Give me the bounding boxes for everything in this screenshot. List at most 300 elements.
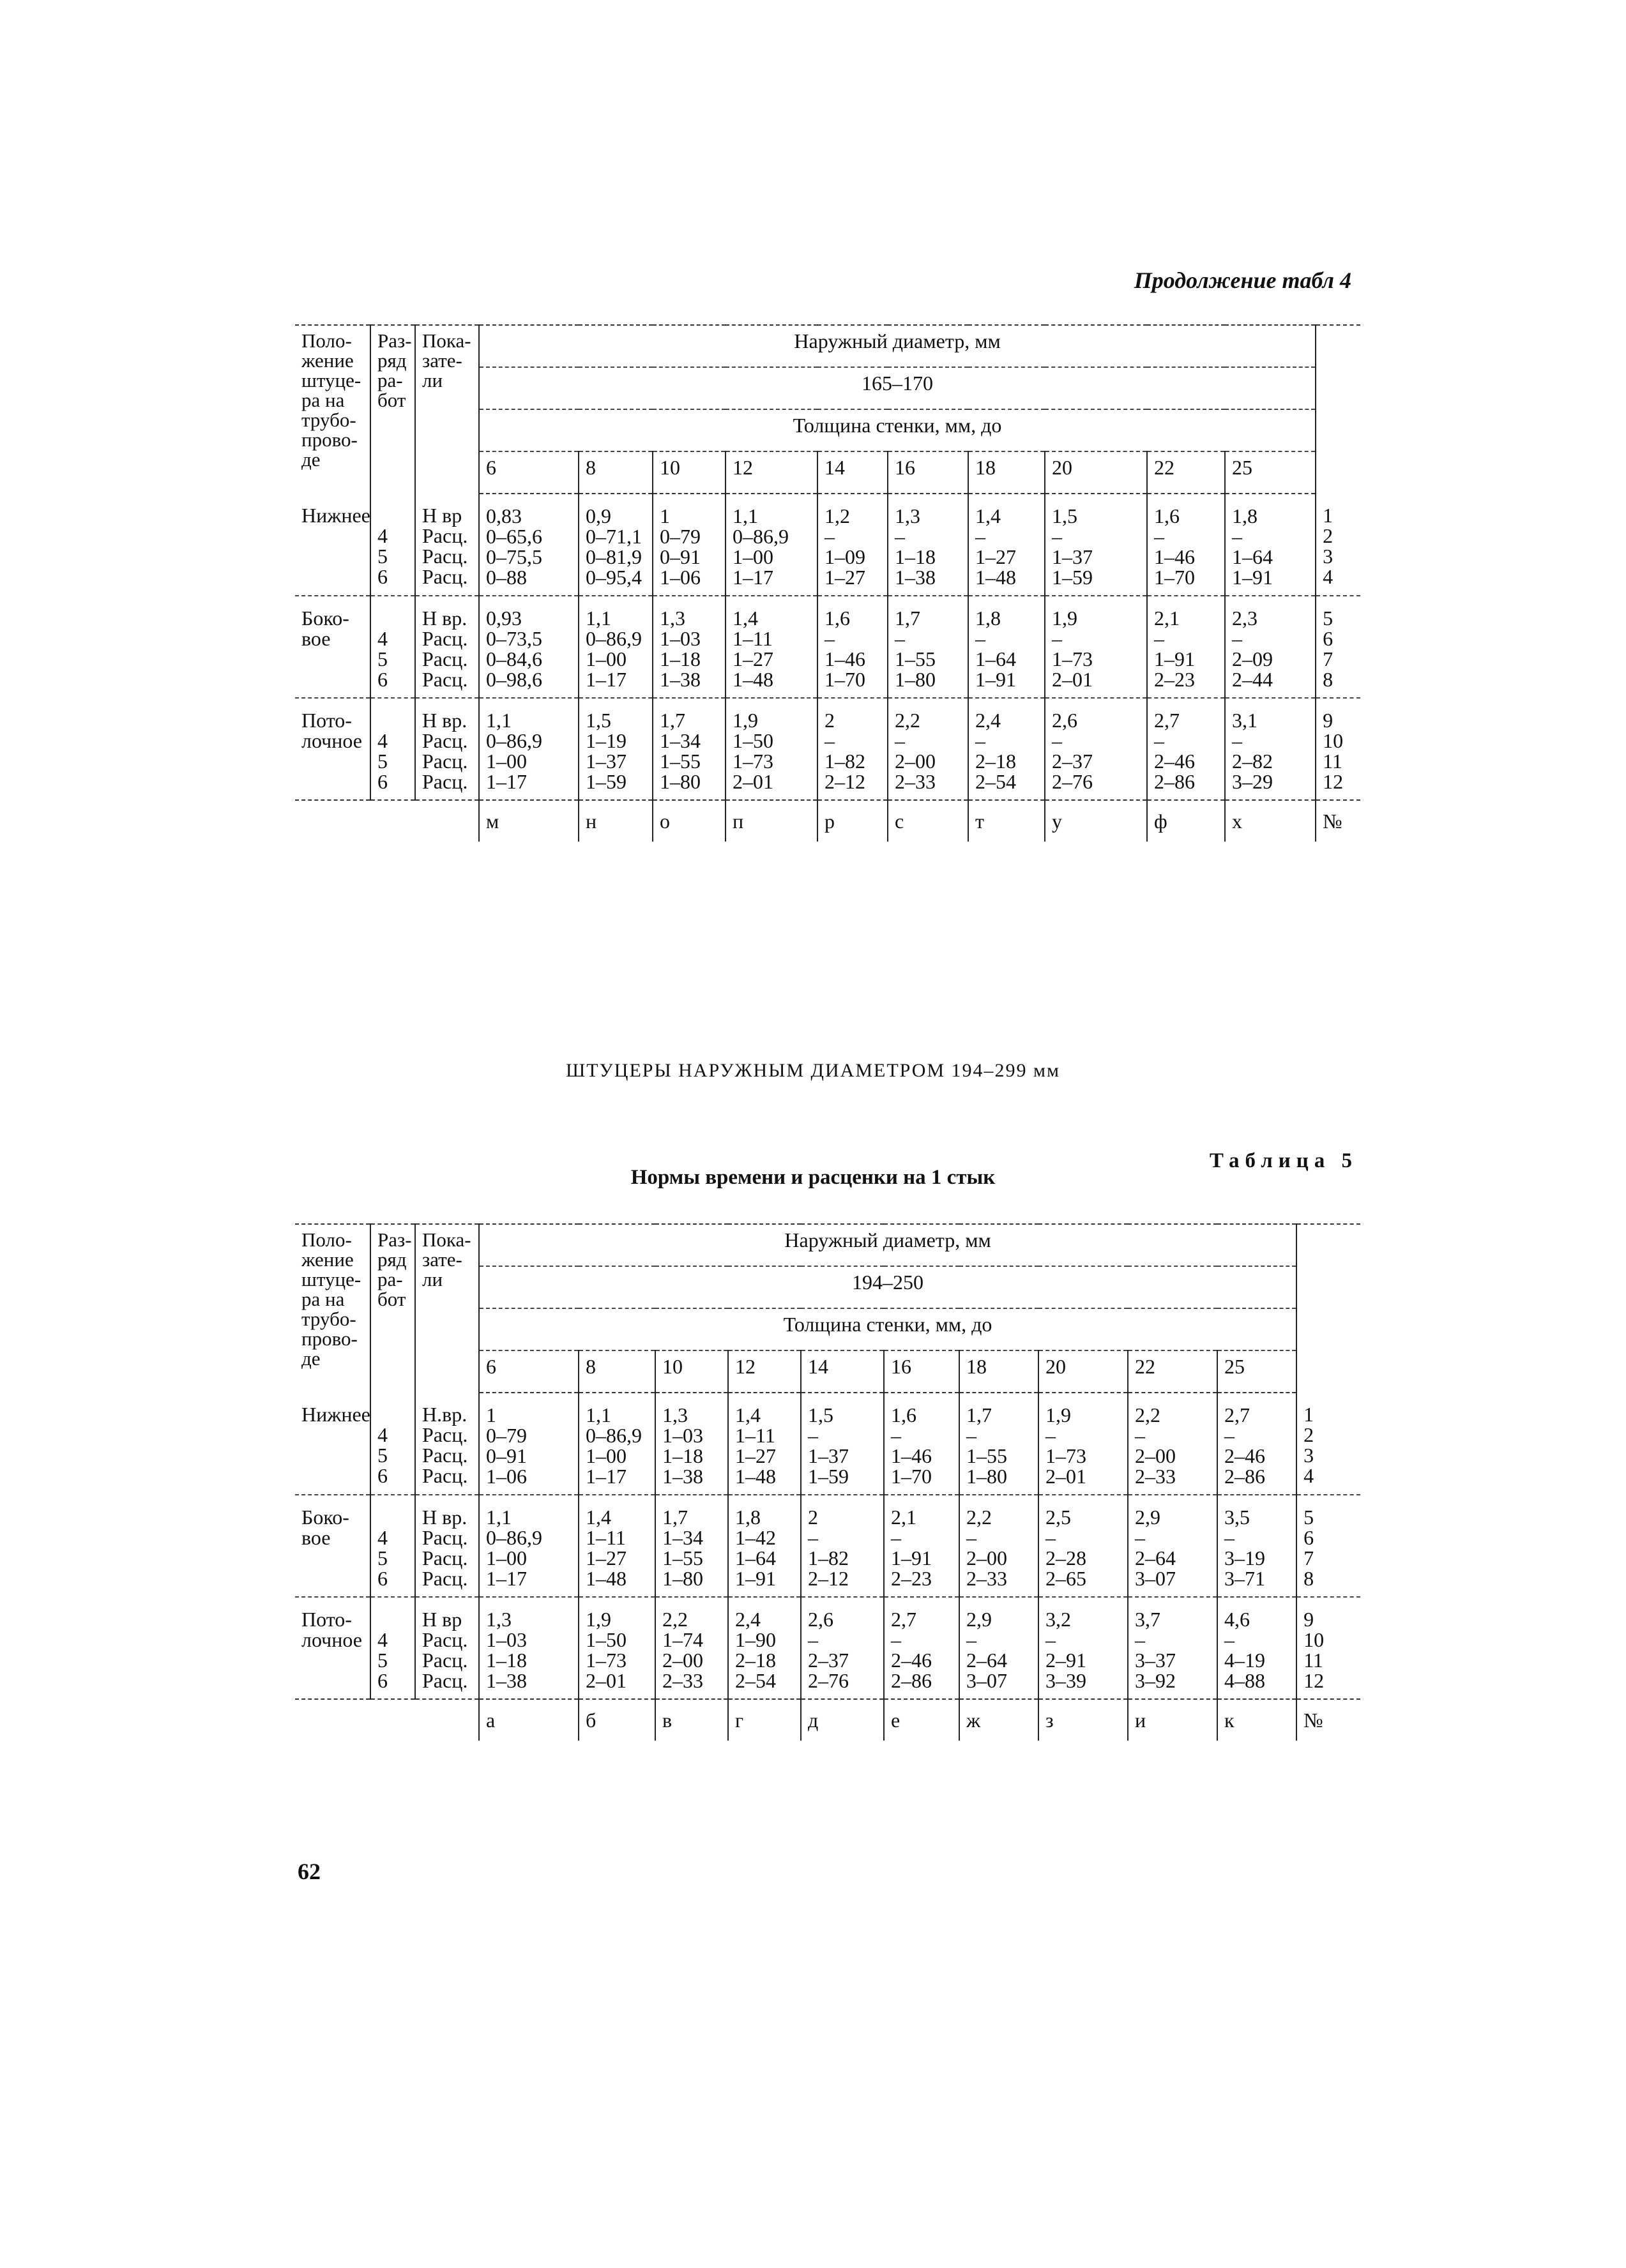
value-cell: [1217, 1393, 1296, 1495]
cell-value: 1–46: [1154, 545, 1195, 568]
cell-value: 1,3: [660, 607, 685, 630]
cell-value: 1,3: [895, 504, 920, 527]
table-row-group: [295, 1393, 1360, 1495]
cell-value: 1–55: [660, 750, 701, 773]
cell-value: 0–71,1: [586, 525, 642, 548]
cell-value: –: [1135, 1628, 1145, 1651]
cell-value: 1–09: [824, 545, 865, 568]
cell-value: 1–80: [895, 668, 936, 691]
cell-value: 0–86,9: [733, 525, 789, 548]
row-number: 8: [1323, 668, 1333, 691]
cell-value: 2–64: [966, 1649, 1007, 1672]
value-cell: [653, 494, 726, 596]
cell-value: 1,5: [586, 709, 611, 732]
cell-value: 0–73,5: [486, 627, 542, 650]
cell-value: 1–48: [586, 1567, 627, 1590]
cell-value: 0–86,9: [586, 1424, 642, 1447]
cell-value: 2–12: [808, 1567, 849, 1590]
cell-value: –: [1232, 525, 1242, 548]
row-number: 6: [1303, 1526, 1314, 1549]
row-number: 10: [1323, 729, 1344, 752]
cell-value: 3–07: [966, 1669, 1007, 1692]
rank-value: 5: [377, 1546, 388, 1569]
cell-value: 1–50: [733, 729, 773, 752]
column-letter: с: [888, 800, 968, 842]
cell-value: 2,6: [1052, 709, 1077, 732]
column-letter: п: [726, 800, 817, 842]
row-number: 9: [1303, 1608, 1314, 1631]
value-cell: [726, 698, 817, 800]
thickness-value: 10: [653, 451, 726, 494]
value-cell: [655, 1597, 728, 1699]
cell-value: 3,7: [1135, 1608, 1160, 1631]
row-number: 10: [1303, 1628, 1325, 1651]
norms-table-5: [295, 1223, 1360, 1741]
row-numbers: [1296, 1495, 1360, 1597]
cell-value: 1,4: [733, 607, 758, 630]
cell-value: 0,83: [486, 504, 522, 527]
cell-value: 2,1: [1154, 607, 1180, 630]
header-rank: Раз- ряд ра- бот: [370, 1224, 415, 1393]
cell-value: 1–18: [662, 1444, 703, 1467]
column-letter: б: [579, 1699, 655, 1741]
cell-value: 2,9: [966, 1608, 992, 1631]
cell-value: –: [1045, 1526, 1056, 1549]
cell-value: 1–80: [662, 1567, 703, 1590]
cell-value: 1,5: [1052, 504, 1077, 527]
cell-value: 1,1: [586, 607, 611, 630]
thickness-value: 8: [579, 1350, 655, 1393]
cell-value: 2: [808, 1506, 818, 1529]
cell-value: 1–46: [824, 647, 865, 670]
cell-value: 0–86,9: [486, 729, 542, 752]
column-letter: и: [1128, 1699, 1217, 1741]
cell-value: 1–82: [824, 750, 865, 773]
cell-value: 1,3: [486, 1608, 512, 1631]
row-number: 9: [1323, 709, 1333, 732]
cell-value: 2–00: [895, 750, 936, 773]
cell-value: 1–55: [895, 647, 936, 670]
table-5-label: Таблица 5: [1209, 1149, 1358, 1172]
header-range: 165–170: [479, 367, 1316, 409]
cell-value: 1–03: [662, 1424, 703, 1447]
table-row-group: [295, 1597, 1360, 1699]
cell-value: 1–37: [1052, 545, 1093, 568]
rank-value: 4: [377, 524, 388, 547]
number-label: №: [1316, 800, 1360, 842]
cell-value: 2–91: [1045, 1649, 1086, 1672]
cell-value: 1–59: [1052, 566, 1093, 589]
cell-value: 2,2: [895, 709, 920, 732]
rank-value: 6: [377, 770, 388, 793]
value-cell: [1217, 1495, 1296, 1597]
thickness-value: 18: [959, 1350, 1038, 1393]
value-cell: [579, 494, 653, 596]
cell-value: 0–98,6: [486, 668, 542, 691]
cell-value: 3–92: [1135, 1669, 1176, 1692]
cell-value: 0–95,4: [586, 566, 642, 589]
cell-value: 1–59: [586, 770, 627, 793]
cell-value: –: [975, 525, 985, 548]
row-number: 5: [1303, 1506, 1314, 1529]
row-ranks: [370, 494, 415, 596]
indicator-value: Н вр.: [422, 607, 467, 630]
cell-value: 2–09: [1232, 647, 1273, 670]
value-cell: [1147, 596, 1225, 698]
cell-value: –: [895, 627, 905, 650]
cell-value: 2–46: [1224, 1444, 1265, 1467]
rank-value: 4: [377, 1526, 388, 1549]
cell-value: –: [891, 1424, 901, 1447]
rank-value: 5: [377, 1649, 388, 1672]
indicator-value: Расц.: [422, 750, 468, 773]
cell-value: 1–91: [735, 1567, 776, 1590]
cell-value: 1–38: [660, 668, 701, 691]
cell-value: 1–06: [486, 1465, 527, 1488]
cell-value: 0,9: [586, 504, 611, 527]
letters-blank-position: [295, 800, 370, 842]
indicator-value: Расц.: [422, 1423, 468, 1446]
cell-value: –: [891, 1526, 901, 1549]
cell-value: 1–82: [808, 1546, 849, 1569]
cell-value: 2–23: [1154, 668, 1195, 691]
cell-value: 1–38: [486, 1669, 527, 1692]
cell-value: 2–01: [733, 770, 773, 793]
thickness-value: 22: [1128, 1350, 1217, 1393]
indicator-value: Н вр.: [422, 709, 467, 732]
value-cell: [479, 1597, 579, 1699]
cell-value: 2–44: [1232, 668, 1273, 691]
value-cell: [968, 596, 1045, 698]
cell-value: 2–23: [891, 1567, 932, 1590]
value-cell: [959, 1495, 1038, 1597]
value-cell: [959, 1597, 1038, 1699]
cell-value: 1–70: [891, 1465, 932, 1488]
cell-value: –: [808, 1526, 818, 1549]
row-indicators: [415, 596, 479, 698]
cell-value: 2–37: [1052, 750, 1093, 773]
cell-value: 2: [824, 709, 835, 732]
cell-value: 1–27: [975, 545, 1016, 568]
header-thickness: Толщина стенки, мм, до: [479, 409, 1316, 451]
column-letter: г: [728, 1699, 801, 1741]
row-number: 4: [1323, 565, 1333, 588]
header-indicator: Пока- зате- ли: [415, 1224, 479, 1393]
cell-value: 2,5: [1045, 1506, 1071, 1529]
row-indicators: [415, 1597, 479, 1699]
row-number: 8: [1303, 1567, 1314, 1590]
value-cell: [1038, 1393, 1128, 1495]
cell-value: 1–11: [586, 1526, 626, 1549]
cell-value: –: [1052, 729, 1062, 752]
row-number: 7: [1303, 1546, 1314, 1569]
indicator-value: Н вр.: [422, 1506, 467, 1529]
cell-value: 1–27: [824, 566, 865, 589]
indicator-value: Расц.: [422, 1628, 468, 1651]
cell-value: 1–03: [486, 1628, 527, 1651]
row-number: 6: [1323, 627, 1333, 650]
column-letter: х: [1225, 800, 1316, 842]
value-cell: [726, 596, 817, 698]
cell-value: 1,8: [735, 1506, 761, 1529]
table-row-letters: [295, 800, 1360, 842]
header-diameter: Наружный диаметр, мм: [479, 1224, 1296, 1266]
column-letter: к: [1217, 1699, 1296, 1741]
row-ranks: [370, 596, 415, 698]
cell-value: 1–00: [586, 1444, 627, 1467]
cell-value: 1–00: [733, 545, 773, 568]
cell-value: 1–73: [733, 750, 773, 773]
header-thickness: Толщина стенки, мм, до: [479, 1308, 1296, 1350]
cell-value: 1,4: [735, 1403, 761, 1426]
value-cell: [968, 494, 1045, 596]
cell-value: 1–55: [662, 1546, 703, 1569]
cell-value: –: [1232, 627, 1242, 650]
value-cell: [479, 596, 579, 698]
cell-value: 1–11: [733, 627, 773, 650]
value-cell: [728, 1393, 801, 1495]
value-cell: [579, 596, 653, 698]
table-row-group: [295, 596, 1360, 698]
column-letter: р: [817, 800, 888, 842]
row-numbers: [1296, 1393, 1360, 1495]
value-cell: [884, 1597, 959, 1699]
indicator-value: Расц.: [422, 1649, 468, 1672]
cell-value: 1–19: [586, 729, 627, 752]
cell-value: –: [966, 1628, 976, 1651]
cell-value: 0–79: [486, 1424, 527, 1447]
value-cell: [801, 1597, 884, 1699]
cell-value: 1–73: [1052, 647, 1093, 670]
indicator-value: Расц.: [422, 1526, 468, 1549]
row-position: Боко- вое: [295, 596, 370, 698]
value-cell: [728, 1597, 801, 1699]
table-5-caption: Нормы времени и расценки на 1 стык: [630, 1166, 996, 1189]
cell-value: 1,4: [586, 1506, 611, 1529]
cell-value: 4–19: [1224, 1649, 1265, 1672]
cell-value: 4,6: [1224, 1608, 1250, 1631]
cell-value: 2,9: [1135, 1506, 1160, 1529]
row-indicators: [415, 494, 479, 596]
cell-value: –: [966, 1526, 976, 1549]
value-cell: [1128, 1393, 1217, 1495]
cell-value: 2–86: [1224, 1465, 1265, 1488]
cell-value: 3–19: [1224, 1546, 1265, 1569]
cell-value: 2–01: [1045, 1465, 1086, 1488]
rank-value: 4: [377, 627, 388, 650]
rank-value: 6: [377, 668, 388, 691]
cell-value: –: [1154, 729, 1164, 752]
row-position: Нижнее: [301, 1403, 370, 1426]
row-numbers: [1316, 494, 1360, 596]
rank-value: 6: [377, 565, 388, 588]
cell-value: 1,9: [586, 1608, 611, 1631]
thickness-value: 22: [1147, 451, 1225, 494]
cell-value: 1–48: [733, 668, 773, 691]
cell-value: 1–17: [486, 1567, 527, 1590]
header-indicator: Пока- зате- ли: [415, 325, 479, 494]
cell-value: 0–81,9: [586, 545, 642, 568]
cell-value: 2–54: [975, 770, 1016, 793]
section-heading: ШТУЦЕРЫ НАРУЖНЫМ ДИАМЕТРОМ 194–299 мм: [565, 1060, 1061, 1081]
cell-value: 1–18: [895, 545, 936, 568]
cell-value: 3,2: [1045, 1608, 1071, 1631]
cell-value: 2,2: [966, 1506, 992, 1529]
header-rank: Раз- ряд ра- бот: [370, 325, 415, 494]
value-cell: [888, 596, 968, 698]
value-cell: [1038, 1597, 1128, 1699]
cell-value: 2–64: [1135, 1546, 1176, 1569]
cell-value: 2–01: [586, 1669, 627, 1692]
cell-value: 1,7: [660, 709, 685, 732]
rank-value: 4: [377, 1423, 388, 1446]
cell-value: 1,8: [975, 607, 1001, 630]
cell-value: 1–18: [486, 1649, 527, 1672]
column-letter: в: [655, 1699, 728, 1741]
column-letter: м: [479, 800, 579, 842]
cell-value: 2–76: [808, 1669, 849, 1692]
cell-value: 1–70: [1154, 566, 1195, 589]
row-numbers: [1316, 698, 1360, 800]
cell-value: 1–91: [975, 668, 1016, 691]
value-cell: [579, 1393, 655, 1495]
cell-value: 1–42: [735, 1526, 776, 1549]
cell-value: 1–37: [808, 1444, 849, 1467]
row-position: Пото- лочное: [295, 1597, 370, 1699]
thickness-value: 12: [728, 1350, 801, 1393]
rank-value: [377, 710, 414, 730]
cell-value: 2–46: [891, 1649, 932, 1672]
cell-value: –: [1154, 525, 1164, 548]
cell-value: 2–33: [662, 1669, 703, 1692]
cell-value: 1,3: [662, 1403, 688, 1426]
cell-value: 1–48: [975, 566, 1016, 589]
thickness-value: 20: [1038, 1350, 1128, 1393]
value-cell: [1128, 1597, 1217, 1699]
thickness-value: 6: [479, 1350, 579, 1393]
cell-value: 2,1: [891, 1506, 916, 1529]
rank-value: 6: [377, 1464, 388, 1487]
cell-value: 2–28: [1045, 1546, 1086, 1569]
cell-value: –: [895, 525, 905, 548]
column-letter: а: [479, 1699, 579, 1741]
indicator-value: Расц.: [422, 668, 468, 691]
value-cell: [884, 1393, 959, 1495]
cell-value: 2,4: [975, 709, 1001, 732]
thickness-value: 18: [968, 451, 1045, 494]
row-number: 5: [1323, 607, 1333, 630]
letters-blank-rank: [370, 1699, 415, 1741]
cell-value: 1–06: [660, 566, 701, 589]
letters-blank-indicator: [415, 1699, 479, 1741]
cell-value: 1–50: [586, 1628, 627, 1651]
thickness-value: 14: [801, 1350, 884, 1393]
cell-value: 1–00: [486, 1546, 527, 1569]
cell-value: 1,8: [1232, 504, 1257, 527]
cell-value: –: [1135, 1424, 1145, 1447]
letters-blank-indicator: [415, 800, 479, 842]
cell-value: 1,7: [895, 607, 920, 630]
cell-value: 1: [486, 1403, 496, 1426]
column-letter: о: [653, 800, 726, 842]
cell-value: –: [975, 729, 985, 752]
indicator-value: Н вр: [422, 1608, 462, 1631]
cell-value: 2,7: [891, 1608, 916, 1631]
rank-value: 6: [377, 1567, 388, 1590]
header-position: Поло- жение штуце- ра на трубо- прово- де: [295, 325, 370, 494]
column-letter: е: [884, 1699, 959, 1741]
rank-value: 6: [377, 1669, 388, 1692]
cell-value: 2–86: [1154, 770, 1195, 793]
cell-value: –: [1154, 627, 1164, 650]
value-cell: [1147, 698, 1225, 800]
cell-value: –: [891, 1628, 901, 1651]
cell-value: 2–76: [1052, 770, 1093, 793]
rank-value: 5: [377, 750, 388, 773]
cell-value: 1–38: [895, 566, 936, 589]
value-cell: [1045, 596, 1147, 698]
value-cell: [1217, 1597, 1296, 1699]
thickness-value: 16: [884, 1350, 959, 1393]
cell-value: –: [1052, 627, 1062, 650]
cell-value: –: [1045, 1628, 1056, 1651]
value-cell: [817, 698, 888, 800]
value-cell: [655, 1495, 728, 1597]
row-ranks: [370, 1597, 415, 1699]
cell-value: 2,6: [808, 1608, 833, 1631]
rank-value: 4: [377, 1628, 388, 1651]
indicator-value: Расц.: [422, 524, 468, 547]
indicator-value: Расц.: [422, 770, 468, 793]
rank-value: [377, 1609, 414, 1629]
row-number: 7: [1323, 647, 1333, 670]
cell-value: 2,4: [735, 1608, 761, 1631]
header-position: Поло- жение штуце- ра на трубо- прово- де: [295, 1224, 370, 1393]
thickness-value: 10: [655, 1350, 728, 1393]
thickness-value: 12: [726, 451, 817, 494]
rank-value: [377, 505, 414, 525]
cell-value: 1,1: [733, 504, 758, 527]
cell-value: 3,1: [1232, 709, 1257, 732]
cell-value: 2–12: [824, 770, 865, 793]
row-indicators: [415, 698, 479, 800]
cell-value: 1–37: [586, 750, 627, 773]
cell-value: 1–34: [662, 1526, 703, 1549]
cell-value: 3–29: [1232, 770, 1273, 793]
column-letter: ж: [959, 1699, 1038, 1741]
value-cell: [1038, 1495, 1128, 1597]
indicator-value: Расц.: [422, 647, 468, 670]
indicator-value: Расц.: [422, 1464, 468, 1487]
cell-value: 1–38: [662, 1465, 703, 1488]
header-blank: [1316, 325, 1360, 494]
indicator-value: Расц.: [422, 1546, 468, 1569]
cell-value: 1,4: [975, 504, 1001, 527]
cell-value: 2,3: [1232, 607, 1257, 630]
cell-value: 0–65,6: [486, 525, 542, 548]
rank-value: [377, 1507, 414, 1527]
cell-value: 1–70: [824, 668, 865, 691]
value-cell: [579, 1495, 655, 1597]
cell-value: –: [824, 525, 835, 548]
cell-value: 3–39: [1045, 1669, 1086, 1692]
cell-value: 0–86,9: [586, 627, 642, 650]
cell-value: 2,7: [1224, 1403, 1250, 1426]
cell-value: 2–54: [735, 1669, 776, 1692]
cell-value: 1,9: [1045, 1403, 1071, 1426]
cell-value: 1,7: [662, 1506, 688, 1529]
cell-value: 2–00: [966, 1546, 1007, 1569]
